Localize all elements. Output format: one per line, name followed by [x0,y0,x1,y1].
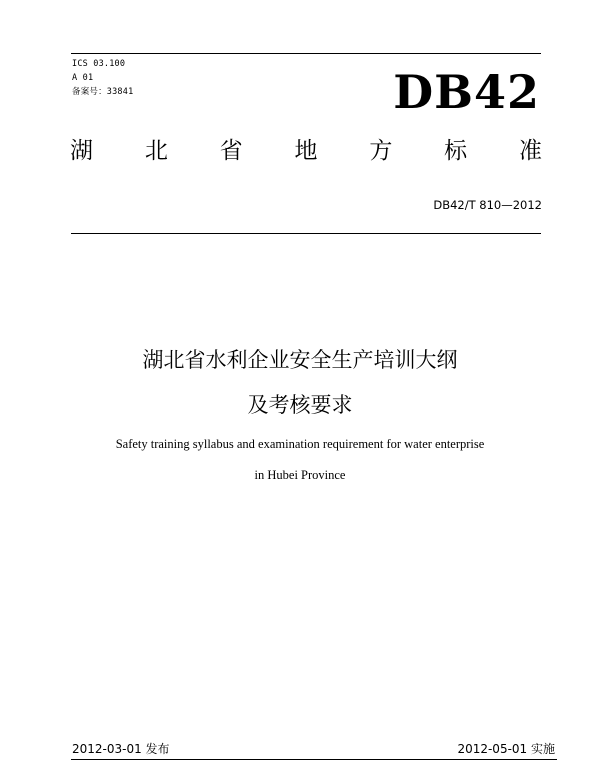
title-chinese-line-2: 及考核要求 [247,393,353,417]
standard-type-heading [70,136,542,166]
standard-type-char: 标 [444,138,468,164]
standard-type-char: 方 [369,138,393,164]
standard-type-char: 准 [518,138,542,164]
standard-number: DB42/T 810—2012 [433,198,542,212]
standard-type-char: 省 [219,138,243,164]
title-english-line-1: Safety training syllabus and examination requirement for water enterprise [115,437,485,451]
classification-code: A 01 [72,73,94,83]
standard-type-char: 湖 [70,138,93,164]
db-logo: DB42 [393,65,540,119]
bottom-divider [71,759,557,760]
ics-code: ICS 03.100 [72,59,126,69]
record-number: 备案号：33841 [72,87,134,97]
title-english-line-2: in Hubei Province [254,468,346,482]
issue-date: 2012-03-01 发布 [72,742,170,756]
standard-type-char: 北 [144,138,168,164]
standard-type-char: 地 [294,138,318,164]
top-divider [71,53,541,54]
title-chinese-line-1: 湖北省水利企业安全生产培训大纲 [142,348,458,372]
middle-divider [71,233,541,234]
implementation-date: 2012-05-01 实施 [457,742,555,756]
